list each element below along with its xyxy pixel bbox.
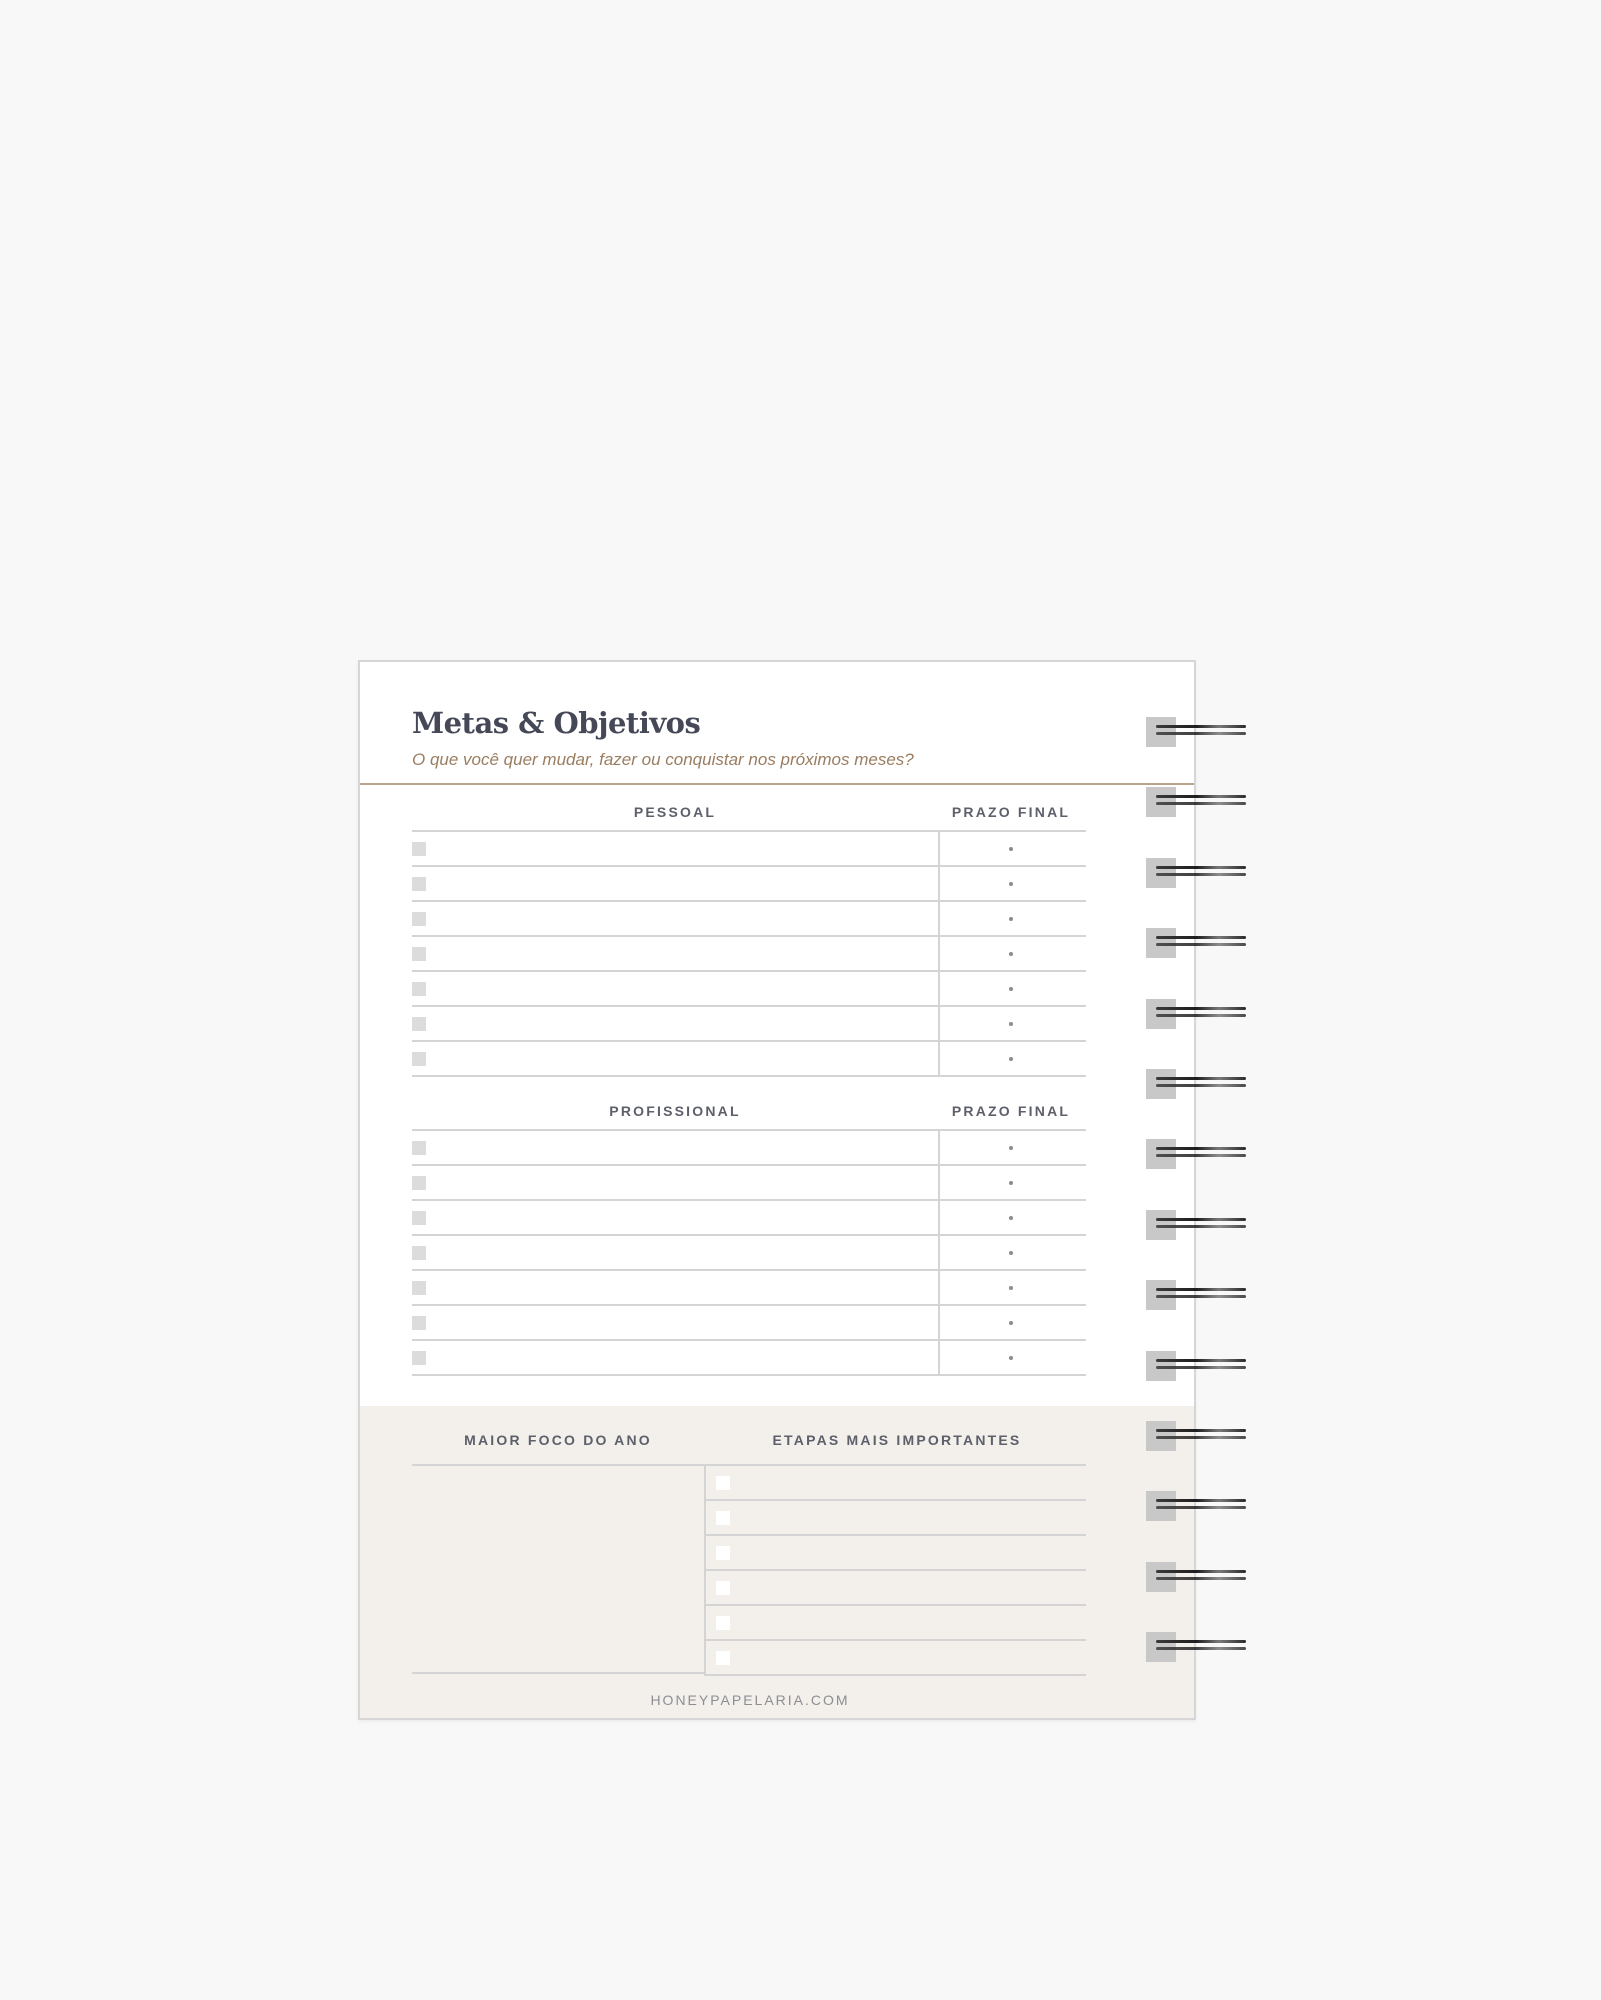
ring-wire	[1156, 1499, 1246, 1502]
ring-wire	[1156, 1570, 1246, 1573]
ring-wire	[1156, 1225, 1246, 1228]
professional-goals-table	[412, 1129, 1086, 1376]
ring-wire	[1156, 1147, 1246, 1150]
ring-wire	[1156, 873, 1246, 876]
professional-header: PROFISSIONAL	[609, 1103, 741, 1119]
checkbox[interactable]	[412, 1211, 426, 1225]
ring-wire	[1156, 1218, 1246, 1221]
goal-row[interactable]	[412, 867, 1086, 902]
column-divider	[938, 902, 940, 937]
checkbox[interactable]	[412, 1141, 426, 1155]
ring-wire	[1156, 936, 1246, 939]
ring-wire	[1156, 1429, 1246, 1432]
spiral-ring	[1146, 1418, 1246, 1454]
deadline-dot	[1009, 1286, 1013, 1290]
spiral-ring	[1146, 1629, 1246, 1665]
checkbox[interactable]	[412, 982, 426, 996]
spiral-ring	[1146, 1488, 1246, 1524]
checkbox[interactable]	[412, 1017, 426, 1031]
personal-goals-table	[412, 830, 1086, 1077]
goal-row[interactable]	[412, 1166, 1086, 1201]
checkbox[interactable]	[412, 1246, 426, 1260]
ring-wire	[1156, 1366, 1246, 1369]
goal-row[interactable]	[412, 1042, 1086, 1077]
step-row[interactable]	[704, 1641, 1086, 1676]
ring-wire	[1156, 1647, 1246, 1650]
ring-wire	[1156, 1007, 1246, 1010]
deadline-dot	[1009, 952, 1013, 956]
header-divider	[360, 783, 1194, 785]
step-row[interactable]	[704, 1466, 1086, 1501]
spiral-ring	[1146, 1136, 1246, 1172]
column-divider	[938, 1042, 940, 1077]
focus-header: MAIOR FOCO DO ANO	[464, 1432, 652, 1448]
ring-wire	[1156, 866, 1246, 869]
goal-row[interactable]	[412, 1236, 1086, 1271]
goal-row[interactable]	[412, 832, 1086, 867]
ring-wire	[1156, 1295, 1246, 1298]
spiral-ring	[1146, 1348, 1246, 1384]
ring-wire	[1156, 1577, 1246, 1580]
checkbox[interactable]	[412, 1316, 426, 1330]
column-divider	[938, 1306, 940, 1341]
step-row[interactable]	[704, 1606, 1086, 1641]
ring-wire	[1156, 795, 1246, 798]
step-row[interactable]	[704, 1501, 1086, 1536]
column-divider	[938, 937, 940, 972]
column-divider	[938, 832, 940, 867]
goal-row[interactable]	[412, 1201, 1086, 1236]
checkbox[interactable]	[412, 877, 426, 891]
column-divider	[938, 1236, 940, 1271]
spiral-ring	[1146, 714, 1246, 750]
spiral-ring	[1146, 1066, 1246, 1102]
deadline-dot	[1009, 1216, 1013, 1220]
checkbox[interactable]	[412, 842, 426, 856]
goal-row[interactable]	[412, 1306, 1086, 1341]
spiral-ring	[1146, 1207, 1246, 1243]
deadline-dot	[1009, 1321, 1013, 1325]
ring-wire	[1156, 1436, 1246, 1439]
step-row[interactable]	[704, 1536, 1086, 1571]
deadline-dot	[1009, 1251, 1013, 1255]
planner-page	[358, 660, 1196, 1720]
website-text: HONEYPAPELARIA.COM	[650, 1692, 850, 1708]
spiral-ring	[1146, 784, 1246, 820]
deadline-dot	[1009, 987, 1013, 991]
deadline-dot	[1009, 1181, 1013, 1185]
column-divider	[938, 1341, 940, 1376]
professional-deadline-header: PRAZO FINAL	[951, 1103, 1071, 1119]
column-divider	[938, 1271, 940, 1306]
checkbox[interactable]	[412, 1176, 426, 1190]
ring-wire	[1156, 1154, 1246, 1157]
ring-wire	[1156, 1359, 1246, 1362]
checkbox[interactable]	[716, 1581, 730, 1595]
goal-row[interactable]	[412, 1007, 1086, 1042]
spiral-ring	[1146, 855, 1246, 891]
checkbox[interactable]	[716, 1546, 730, 1560]
ring-wire	[1156, 732, 1246, 735]
goal-row[interactable]	[412, 972, 1086, 1007]
steps-header: ETAPAS MAIS IMPORTANTES	[772, 1432, 1022, 1448]
personal-header: PESSOAL	[633, 804, 717, 820]
checkbox[interactable]	[412, 947, 426, 961]
focus-writing-area[interactable]	[412, 1464, 704, 1674]
ring-wire	[1156, 1640, 1246, 1643]
checkbox[interactable]	[412, 1351, 426, 1365]
checkbox[interactable]	[716, 1616, 730, 1630]
focus-section	[360, 1406, 1194, 1718]
ring-wire	[1156, 802, 1246, 805]
spiral-ring	[1146, 1559, 1246, 1595]
ring-wire	[1156, 725, 1246, 728]
spiral-ring	[1146, 996, 1246, 1032]
ring-wire	[1156, 1077, 1246, 1080]
checkbox[interactable]	[412, 912, 426, 926]
column-divider	[938, 1201, 940, 1236]
page-subtitle: O que você quer mudar, fazer ou conquistar nos próximos meses?	[412, 750, 914, 769]
step-row[interactable]	[704, 1571, 1086, 1606]
deadline-dot	[1009, 917, 1013, 921]
goal-row[interactable]	[412, 1271, 1086, 1306]
checkbox[interactable]	[716, 1476, 730, 1490]
ring-wire	[1156, 1506, 1246, 1509]
checkbox[interactable]	[412, 1281, 426, 1295]
checkbox[interactable]	[716, 1651, 730, 1665]
deadline-dot	[1009, 1146, 1013, 1150]
goal-row[interactable]	[412, 1131, 1086, 1166]
column-divider	[938, 867, 940, 902]
personal-deadline-header: PRAZO FINAL	[951, 804, 1071, 820]
deadline-dot	[1009, 1022, 1013, 1026]
checkbox[interactable]	[716, 1511, 730, 1525]
ring-wire	[1156, 943, 1246, 946]
column-divider	[938, 972, 940, 1007]
checkbox[interactable]	[412, 1052, 426, 1066]
goal-row[interactable]	[412, 902, 1086, 937]
deadline-dot	[1009, 847, 1013, 851]
goal-row[interactable]	[412, 1341, 1086, 1376]
deadline-dot	[1009, 1356, 1013, 1360]
spiral-ring	[1146, 1277, 1246, 1313]
spiral-ring	[1146, 925, 1246, 961]
column-divider	[938, 1007, 940, 1042]
ring-wire	[1156, 1084, 1246, 1087]
ring-wire	[1156, 1014, 1246, 1017]
page-title: Metas & Objetivos	[412, 706, 701, 740]
deadline-dot	[1009, 882, 1013, 886]
column-divider	[938, 1131, 940, 1166]
ring-wire	[1156, 1288, 1246, 1291]
goal-row[interactable]	[412, 937, 1086, 972]
deadline-dot	[1009, 1057, 1013, 1061]
steps-table	[704, 1464, 1086, 1676]
column-divider	[938, 1166, 940, 1201]
